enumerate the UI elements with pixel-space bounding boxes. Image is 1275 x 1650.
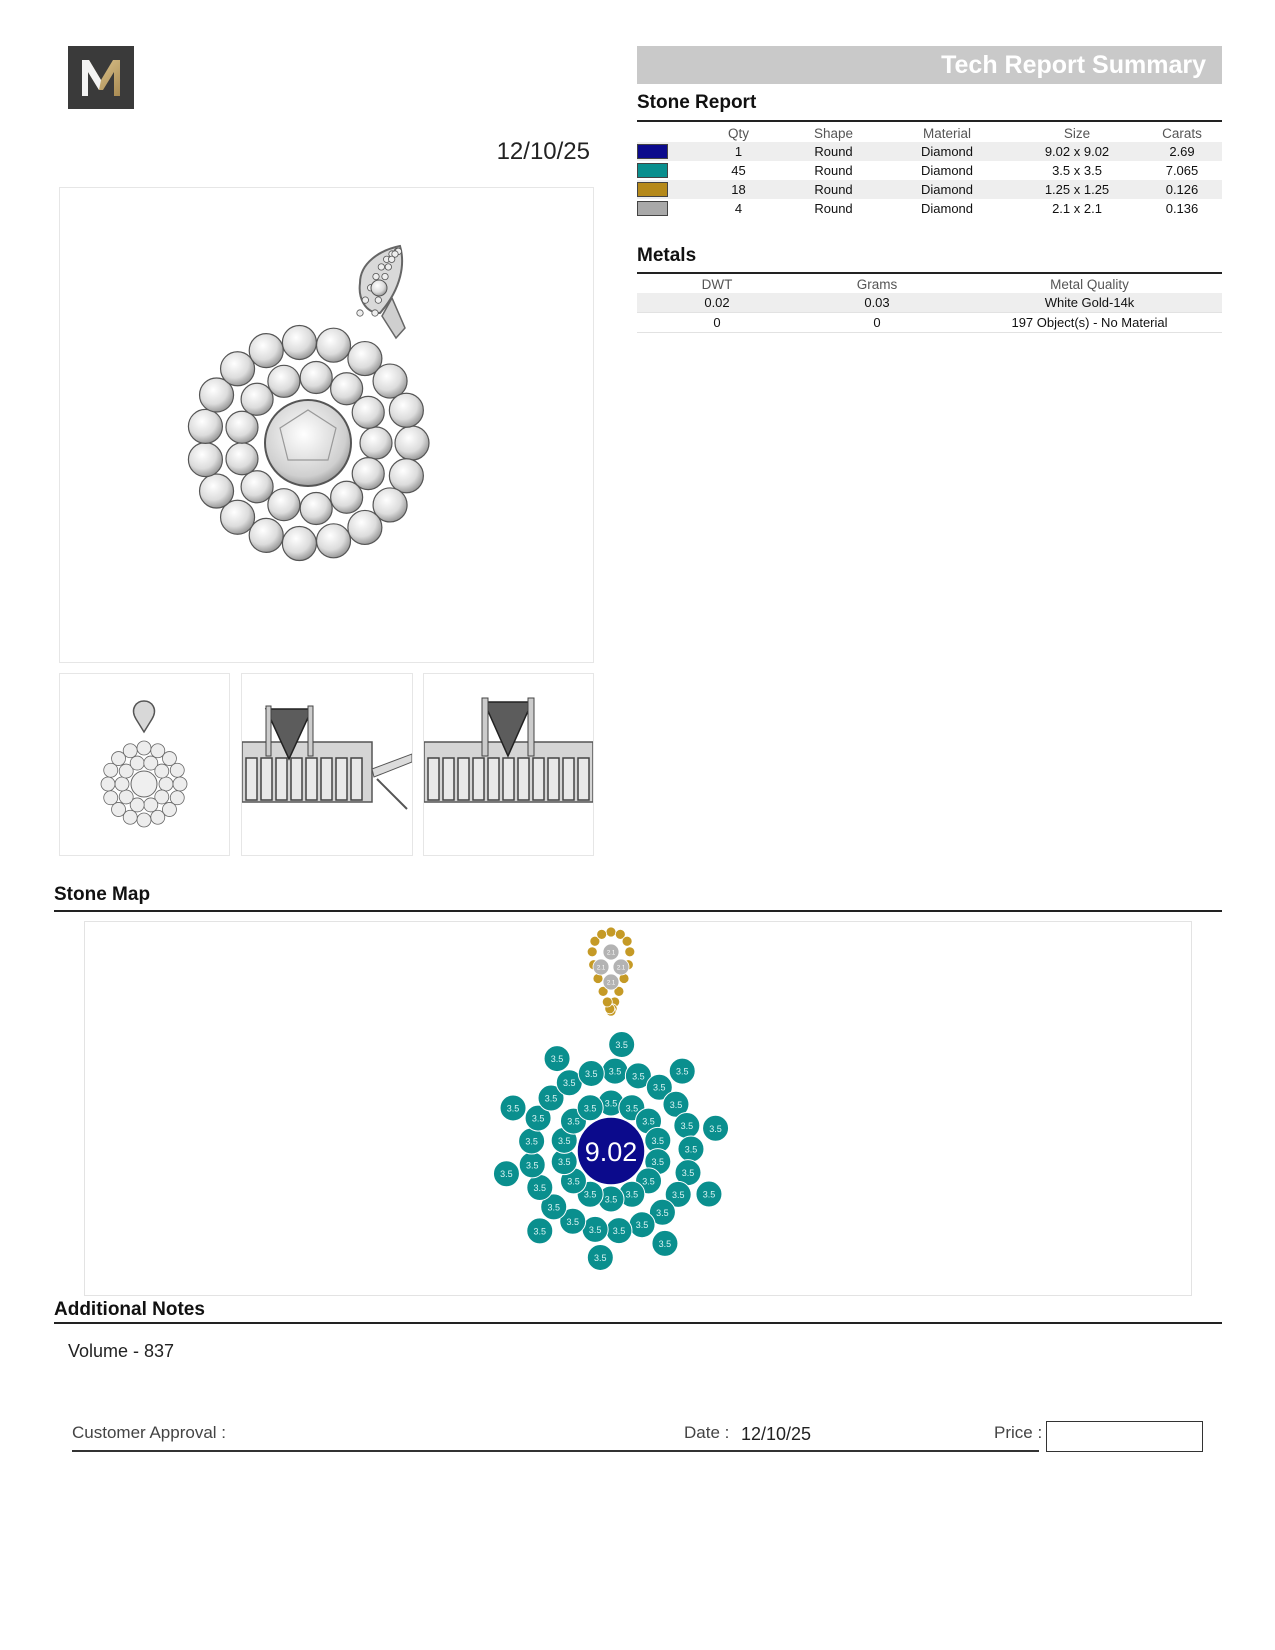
additional-notes-text: Volume - 837 <box>68 1341 175 1361</box>
stone-map-frame <box>84 921 1192 1296</box>
metal-quality: 197 Object(s) - No Material <box>957 313 1222 333</box>
setting-prong <box>563 758 574 800</box>
m-logo-icon <box>68 46 134 109</box>
melee-stone-label: 3.5 <box>658 1238 672 1249</box>
melee-stone-label: 3.5 <box>653 1082 666 1093</box>
additional-notes-divider <box>54 1322 1222 1324</box>
report-header-bar <box>637 46 1222 84</box>
melee-stone-label: 3.5 <box>563 1078 576 1089</box>
accent-stone <box>622 936 632 946</box>
stone-col-qty: Qty <box>727 125 749 141</box>
thumbnail-bead <box>104 791 118 805</box>
setting-prong <box>276 758 287 800</box>
melee-stone-label: 3.5 <box>583 1189 597 1200</box>
setting-prong <box>261 758 272 800</box>
report-title: Tech Report Summary <box>941 51 1206 79</box>
setting-prong <box>351 758 362 800</box>
melee-stone-label: 3.5 <box>625 1189 639 1200</box>
pendant-bead <box>282 527 316 561</box>
pendant-bead <box>352 396 384 428</box>
melee-stone-label: 3.5 <box>567 1176 580 1187</box>
pendant-bead <box>395 426 429 460</box>
bail-bead <box>357 310 363 316</box>
stone-qty: 45 <box>731 163 746 178</box>
melee-stone-label: 3.5 <box>506 1103 520 1114</box>
setting-prong <box>503 758 514 800</box>
thumbnail-bead <box>159 777 173 791</box>
bail-bead <box>372 310 378 316</box>
pendant-bead <box>221 352 255 386</box>
melee-stone-label: 3.5 <box>651 1135 665 1146</box>
stone-size: 9.02 x 9.02 <box>1012 142 1142 161</box>
setting-prong <box>518 758 529 800</box>
melee-stone-label: 3.5 <box>625 1103 639 1114</box>
stone-report-header-row <box>637 124 1222 142</box>
thumbnail-side-view[interactable] <box>241 673 413 856</box>
melee-stone-label: 3.5 <box>604 1098 618 1109</box>
melee-stone-label: 3.5 <box>651 1157 665 1168</box>
melee-stone-label: 3.5 <box>585 1068 598 1079</box>
melee-stone-label: 3.5 <box>557 1157 571 1168</box>
thumbnail-bead <box>119 790 133 804</box>
pendant-bead <box>188 443 222 477</box>
thumbnail-front-view[interactable] <box>59 673 230 856</box>
pendant-bead <box>200 474 234 508</box>
bail-bead <box>385 264 391 270</box>
accent-stone <box>625 947 635 957</box>
metals-heading: Metals <box>637 245 697 266</box>
setting-prong <box>321 758 332 800</box>
pendant-render <box>60 188 593 662</box>
setting-prong <box>306 758 317 800</box>
thumbnail-bead <box>137 741 151 755</box>
stone-material: Diamond <box>920 201 974 216</box>
price-field[interactable] <box>1046 1421 1203 1452</box>
stone-carats: 7.065 <box>1165 163 1199 178</box>
customer-approval-label: Customer Approval : <box>72 1423 227 1442</box>
pendant-bead <box>317 328 351 362</box>
thumbnail-bead <box>101 777 115 791</box>
thumbnail-bead <box>170 763 184 777</box>
thumbnail-angle-view[interactable] <box>423 673 594 856</box>
melee-stone-label: 3.5 <box>680 1121 694 1132</box>
metals-header-row <box>637 275 1222 293</box>
table-row <box>637 142 1222 161</box>
thumbnail-front-render <box>60 674 229 855</box>
melee-stone-label: 3.5 <box>531 1113 545 1124</box>
stone-shape: Round <box>785 180 882 199</box>
melee-stone-label: 3.5 <box>709 1123 722 1134</box>
melee-stone-label: 3.5 <box>594 1252 607 1263</box>
stone-material: Diamond <box>920 163 974 178</box>
setting-prong <box>458 758 469 800</box>
melee-stone-label: 3.5 <box>702 1189 716 1200</box>
melee-stone-label: 3.5 <box>533 1182 547 1193</box>
thumbnail-bead <box>155 764 169 778</box>
approval-date-label: Date : <box>684 1423 730 1442</box>
stone-carats: 0.126 <box>1142 180 1222 199</box>
setting-prong <box>246 758 257 800</box>
company-logo <box>68 46 134 109</box>
accent-stone <box>602 997 612 1007</box>
metal-dwt: 0 <box>637 313 797 333</box>
thumbnail-bead <box>123 744 137 758</box>
metal-quality: White Gold-14k <box>957 293 1222 313</box>
report-date: 12/10/25 <box>496 138 590 165</box>
setting-prong <box>548 758 559 800</box>
pendant-bead <box>226 411 258 443</box>
pendant-bead <box>226 443 258 475</box>
melee-stone-label: 3.5 <box>525 1136 538 1147</box>
melee-stone-label: 3.5 <box>533 1226 547 1237</box>
stone-material: Diamond <box>882 142 1012 161</box>
stone-shape: Round <box>814 201 853 216</box>
table-row <box>637 293 1222 313</box>
melee-stone-label: 3.5 <box>566 1216 579 1227</box>
melee-stone-label: 3.5 <box>635 1220 649 1231</box>
stone-map-divider <box>54 910 1222 912</box>
color-swatch <box>637 144 668 159</box>
thumbnail-bead <box>115 777 129 791</box>
melee-stone-label: 3.5 <box>567 1116 580 1127</box>
stone-map-diagram <box>85 922 1191 1295</box>
melee-stone-label: 3.5 <box>608 1066 622 1077</box>
pendant-bead <box>268 489 300 521</box>
table-row <box>637 199 1222 218</box>
thumbnail-bead <box>130 756 144 770</box>
stone-col-material: Material <box>922 125 971 141</box>
stone-col-size: Size <box>1063 125 1091 141</box>
bail-bead <box>388 256 394 262</box>
melee-stone-label: 3.5 <box>525 1160 539 1171</box>
accent-stone <box>587 947 597 957</box>
pendant-bead <box>389 459 423 493</box>
stone-report-divider <box>637 120 1222 122</box>
small-stone-label: 2.1 <box>596 965 606 972</box>
setting-prong <box>473 758 484 800</box>
setting-prong <box>336 758 347 800</box>
thumbnail-bead <box>151 810 165 824</box>
stone-size: 2.1 x 2.1 <box>1052 201 1102 216</box>
setting-prong <box>443 758 454 800</box>
color-swatch <box>637 201 668 216</box>
pendant-bead <box>268 365 300 397</box>
stone-material: Diamond <box>882 180 1012 199</box>
setting-prong <box>428 758 439 800</box>
thumbnail-bead <box>173 777 187 791</box>
melee-stone-label: 3.5 <box>671 1189 685 1200</box>
pendant-bead <box>389 393 423 427</box>
pendant-bead <box>249 518 283 552</box>
table-row <box>637 313 1222 333</box>
bail-bead <box>362 297 368 303</box>
pendant-bead <box>300 492 332 524</box>
main-render-image <box>59 187 594 663</box>
bail-bead <box>378 264 384 270</box>
metals-divider <box>637 272 1222 274</box>
pendant-bead <box>241 383 273 415</box>
stone-col-color <box>637 124 692 142</box>
melee-stone-label: 3.5 <box>612 1226 626 1237</box>
stone-col-shape: Shape <box>813 125 854 141</box>
metals-table <box>637 275 1222 333</box>
setting-prong <box>533 758 544 800</box>
small-stone-label: 2.1 <box>606 980 616 987</box>
melee-stone-label: 3.5 <box>684 1144 698 1155</box>
pendant-bead <box>348 510 382 544</box>
melee-stone-label: 3.5 <box>583 1103 597 1114</box>
small-stone-label: 2.1 <box>606 950 616 957</box>
pendant-bead <box>331 481 363 513</box>
stone-col-carats: Carats <box>1162 125 1202 141</box>
stone-size: 1.25 x 1.25 <box>1012 180 1142 199</box>
melee-stone-label: 3.5 <box>675 1066 689 1077</box>
metal-dwt: 0.02 <box>637 293 797 313</box>
melee-stone-label: 3.5 <box>632 1071 645 1082</box>
melee-stone-label: 3.5 <box>500 1169 513 1180</box>
melee-stone-label: 3.5 <box>588 1224 602 1235</box>
stone-report-table <box>637 124 1222 218</box>
melee-stone-label: 3.5 <box>656 1207 669 1218</box>
pendant-bead <box>249 334 283 368</box>
price-label: Price : <box>994 1423 1043 1442</box>
melee-stone-label: 3.5 <box>557 1135 571 1146</box>
pendant-bead <box>360 427 392 459</box>
metals-col-grams: Grams <box>856 276 898 292</box>
melee-stone-label: 3.5 <box>642 1116 655 1127</box>
approval-date-value: 12/10/25 <box>741 1424 812 1444</box>
stone-shape: Round <box>785 142 882 161</box>
color-swatch <box>637 182 668 197</box>
melee-stone-label: 3.5 <box>547 1202 560 1213</box>
thumbnail-bead <box>137 813 151 827</box>
small-stone-label: 2.1 <box>616 965 626 972</box>
metal-grams: 0 <box>797 313 957 333</box>
bail-bead <box>373 273 379 279</box>
stone-qty: 4 <box>734 201 743 216</box>
setting-prong <box>488 758 499 800</box>
stone-map-heading: Stone Map <box>54 884 151 905</box>
pendant-bead <box>188 409 222 443</box>
thumbnail-angle-render <box>424 674 593 855</box>
table-row <box>637 161 1222 180</box>
stone-carats: 0.136 <box>1165 201 1199 216</box>
melee-stone-label: 3.5 <box>642 1176 655 1187</box>
stone-qty: 1 <box>692 142 785 161</box>
setting-prong <box>578 758 589 800</box>
pendant-bead <box>317 524 351 558</box>
setting-prong <box>291 758 302 800</box>
stone-report-heading: Stone Report <box>637 92 757 113</box>
table-row <box>637 180 1222 199</box>
melee-stone-label: 3.5 <box>550 1054 564 1065</box>
stone-size: 3.5 x 3.5 <box>1052 163 1102 178</box>
metals-col-quality: Metal Quality <box>1050 276 1129 292</box>
accent-stone <box>597 929 607 939</box>
color-swatch <box>637 163 668 178</box>
melee-stone-label: 3.5 <box>544 1093 558 1104</box>
pendant-bead <box>300 362 332 394</box>
melee-stone-label: 3.5 <box>615 1040 628 1051</box>
pendant-bead <box>282 325 316 359</box>
accent-stone <box>606 927 616 937</box>
customer-approval-signature-line[interactable] <box>72 1450 1039 1452</box>
pendant-bead <box>241 471 273 503</box>
metal-grams: 0.03 <box>797 293 957 313</box>
metals-col-dwt: DWT <box>701 276 733 292</box>
stone-carats: 2.69 <box>1142 142 1222 161</box>
thumbnail-bead <box>144 798 158 812</box>
melee-stone-label: 3.5 <box>669 1099 683 1110</box>
stone-qty: 18 <box>692 180 785 199</box>
bail-bead <box>382 273 388 279</box>
additional-notes-heading: Additional Notes <box>54 1299 205 1320</box>
center-stone-label: 9.02 <box>584 1137 638 1167</box>
pendant-bead <box>373 364 407 398</box>
bail-bead <box>375 297 381 303</box>
melee-stone-label: 3.5 <box>604 1194 618 1205</box>
stone-shape: Round <box>814 163 853 178</box>
thumbnail-side-render <box>242 674 412 855</box>
melee-stone-label: 3.5 <box>681 1168 695 1179</box>
